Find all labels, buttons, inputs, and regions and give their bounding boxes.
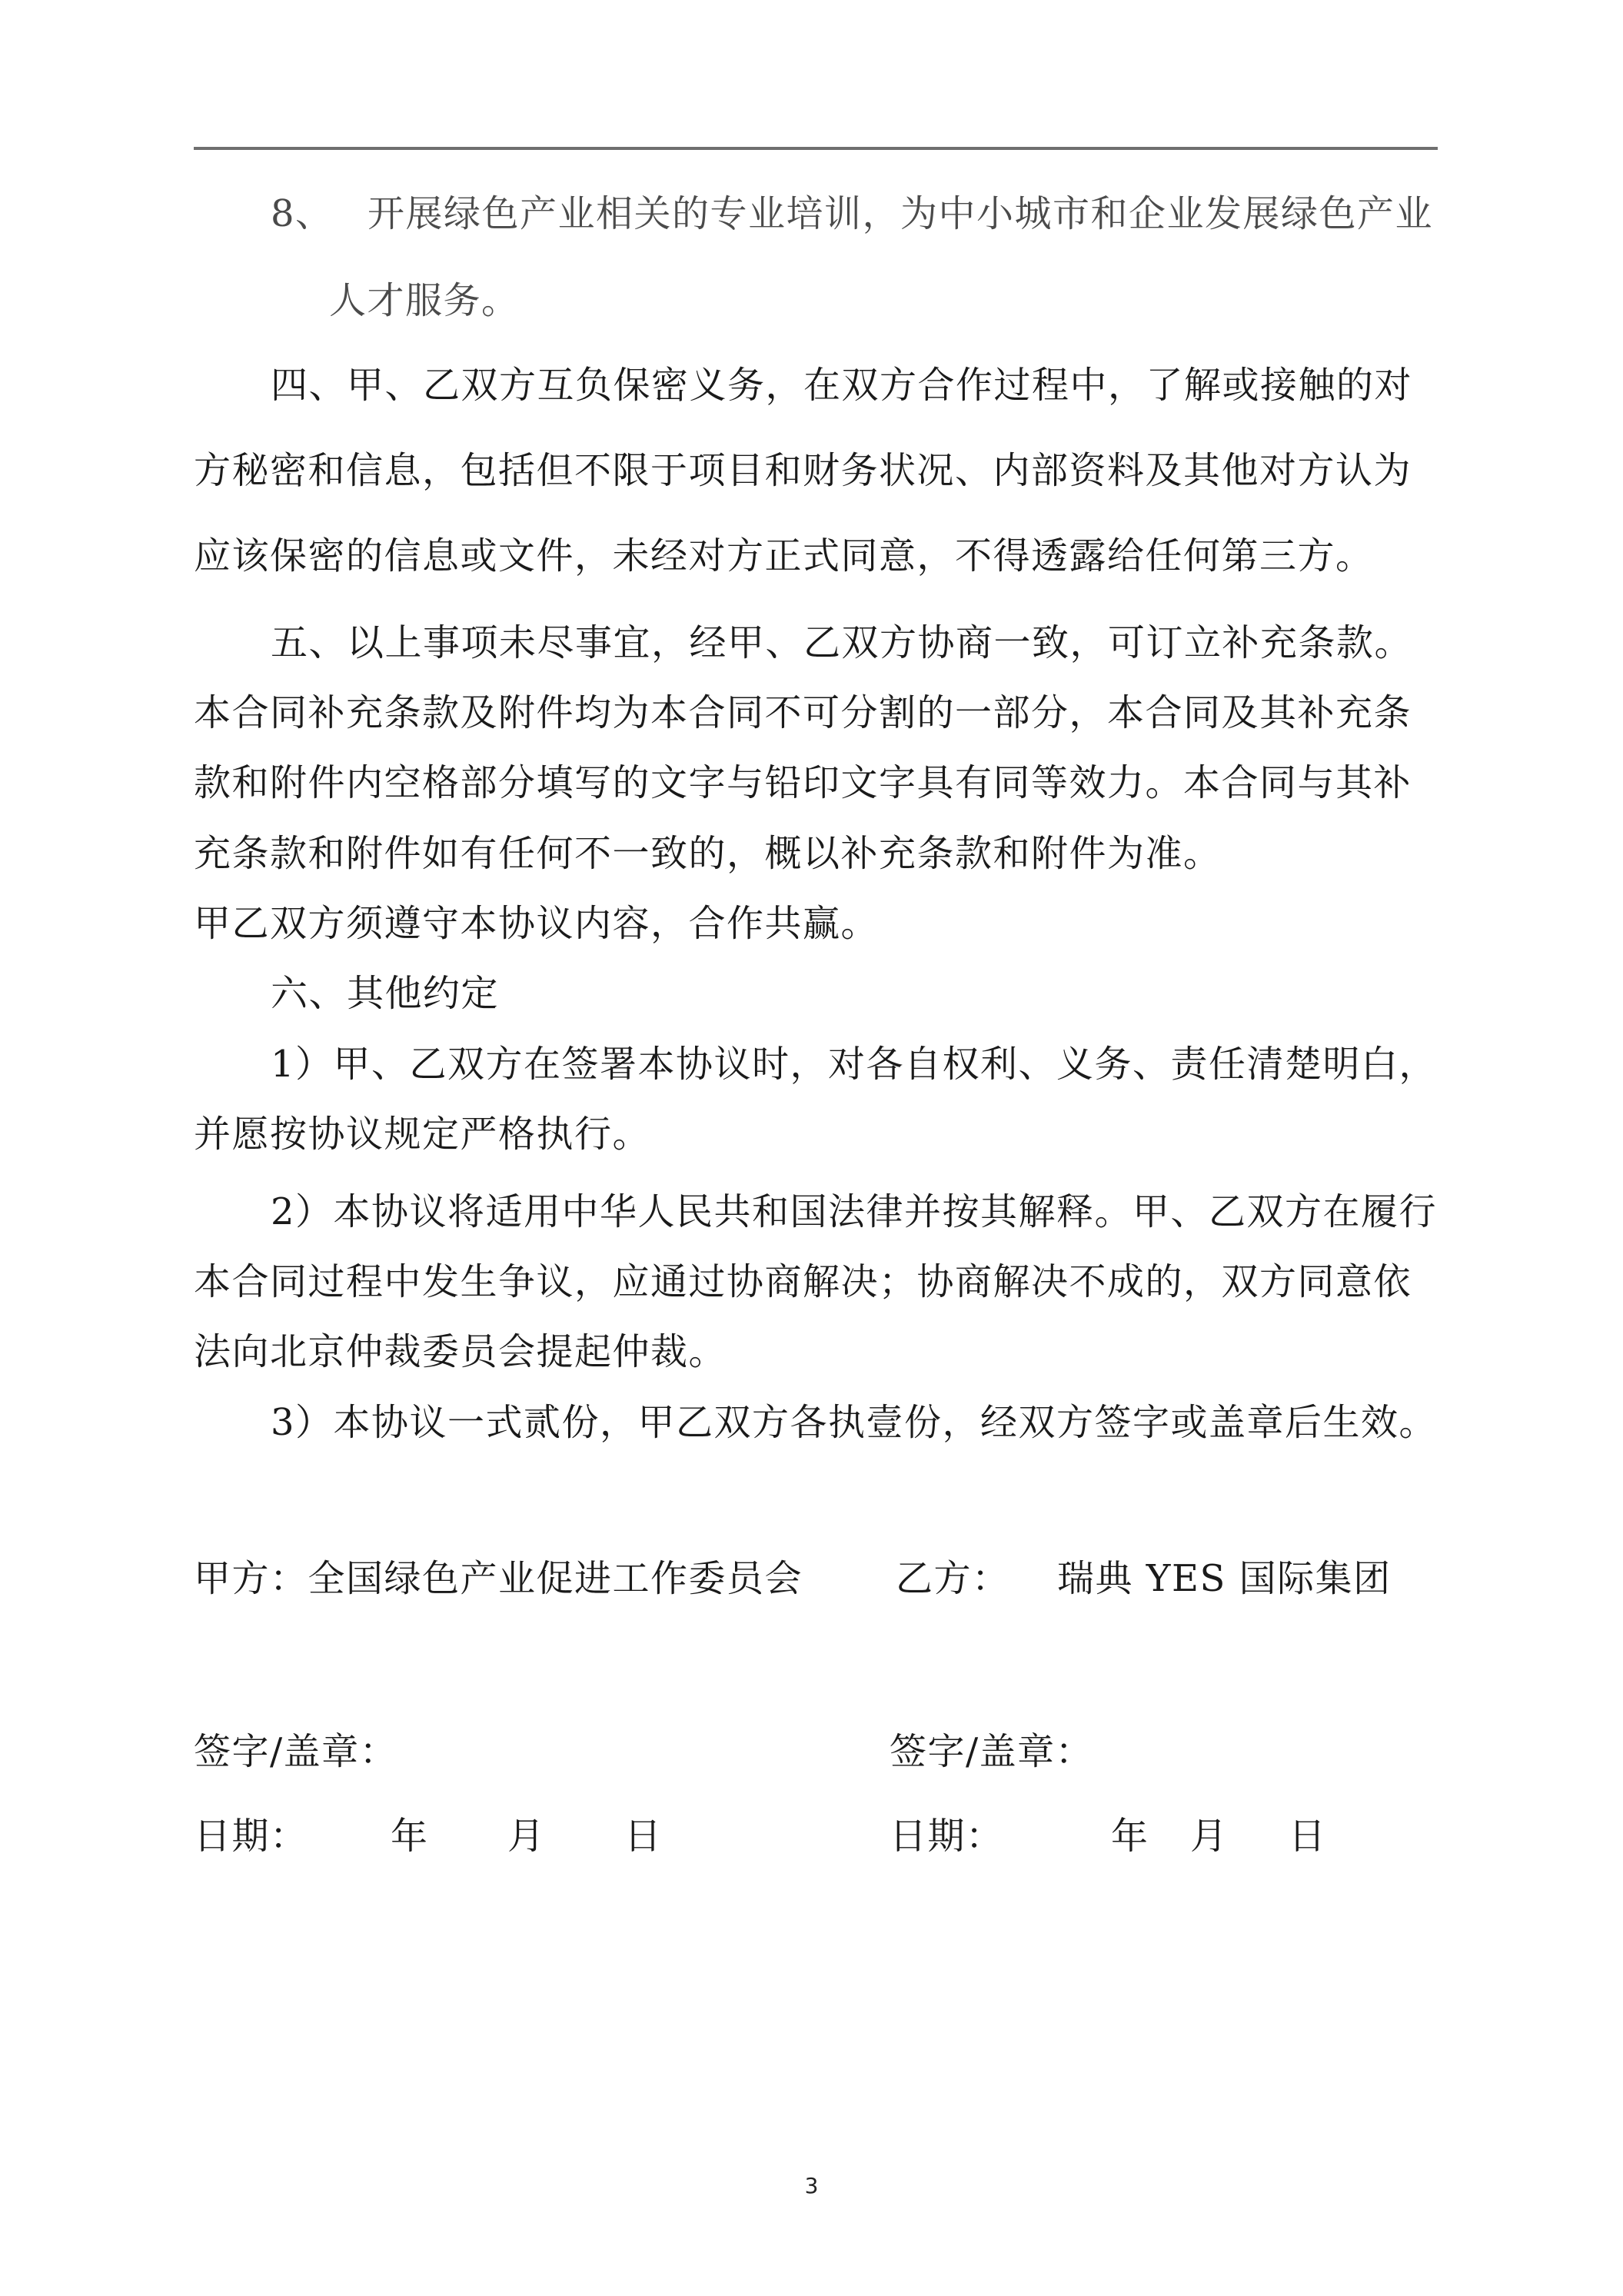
section4-line-1: 四、甲、乙双方互负保密义务，在双方合作过程中，了解或接触的对 xyxy=(271,364,1413,407)
item8-line-1: 开展绿色产业相关的专业培训，为中小城市和企业发展绿色产业 xyxy=(368,192,1434,235)
section6-clause2-line-2: 本合同过程中发生争议，应通过协商解决；协商解决不成的，双方同意依 xyxy=(194,1260,1412,1303)
header-rule xyxy=(194,147,1438,150)
party-b-date-month: 月 xyxy=(1190,1815,1229,1858)
section5-line-1: 五、以上事项未尽事宜，经甲、乙双方协商一致，可订立补充条款。 xyxy=(271,621,1413,664)
section6-clause1-line-2: 并愿按协议规定严格执行。 xyxy=(194,1113,651,1156)
item8-line-2: 人才服务。 xyxy=(329,279,520,322)
party-a: 甲方：全国绿色产业促进工作委员会 xyxy=(194,1557,803,1600)
party-a-date-label: 日期： xyxy=(194,1815,308,1858)
section6-clause1-line-1: 1）甲、乙双方在签署本协议时，对各自权利、义务、责任清楚明白， xyxy=(271,1043,1438,1086)
party-b-date-label: 日期： xyxy=(890,1815,1004,1858)
section5-line-4: 充条款和附件如有任何不一致的，概以补充条款和附件为准。 xyxy=(194,832,1222,875)
party-b-name: 瑞典 YES 国际集团 xyxy=(1057,1557,1392,1600)
section6-clause2-line-3: 法向北京仲裁委员会提起仲裁。 xyxy=(194,1330,727,1373)
section6-heading: 六、其他约定 xyxy=(271,972,500,1015)
section4-line-3: 应该保密的信息或文件，未经对方正式同意，不得透露给任何第三方。 xyxy=(194,534,1374,577)
party-a-date-month: 月 xyxy=(507,1815,546,1858)
section6-clause3: 3）本协议一式贰份，甲乙双方各执壹份，经双方签字或盖章后生效。 xyxy=(271,1401,1438,1444)
section4-line-2: 方秘密和信息，包括但不限于项目和财务状况、内部资料及其他对方认为 xyxy=(194,449,1412,492)
party-a-sign-label: 签字/盖章： xyxy=(194,1730,398,1773)
item8-number: 8、 xyxy=(271,192,334,235)
section5-line-2: 本合同补充条款及附件均为本合同不可分割的一部分，本合同及其补充条 xyxy=(194,691,1412,734)
section5-line-3: 款和附件内空格部分填写的文字与铅印文字具有同等效力。本合同与其补 xyxy=(194,761,1412,804)
party-b-sign-label: 签字/盖章： xyxy=(890,1730,1094,1773)
section5-closing: 甲乙双方须遵守本协议内容，合作共赢。 xyxy=(194,902,880,945)
party-b-label: 乙方： xyxy=(896,1557,1010,1600)
party-a-date-day: 日 xyxy=(624,1815,663,1858)
party-b-date-day: 日 xyxy=(1289,1815,1327,1858)
party-b-date-year: 年 xyxy=(1111,1815,1149,1858)
section6-clause2-line-1: 2）本协议将适用中华人民共和国法律并按其解释。甲、乙双方在履行 xyxy=(271,1190,1438,1233)
party-a-date-year: 年 xyxy=(391,1815,429,1858)
page-number: 3 xyxy=(804,2173,819,2198)
